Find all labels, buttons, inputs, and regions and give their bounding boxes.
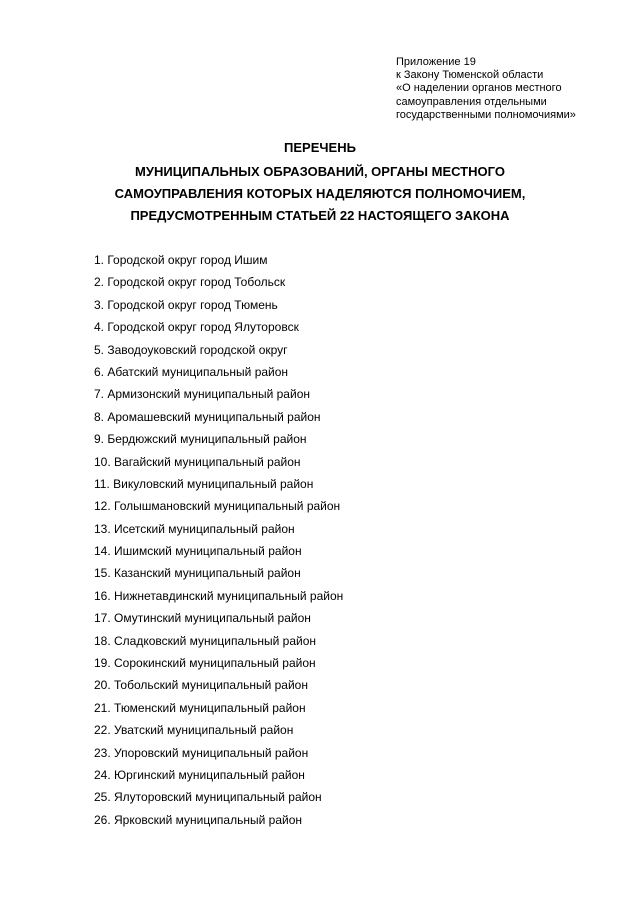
annex-line: самоуправления отдельными bbox=[396, 95, 547, 108]
list-item: 23. Упоровский муниципальный район bbox=[94, 745, 309, 760]
list-item: 2. Городской округ город Тобольск bbox=[94, 275, 286, 290]
document-title: ПЕРЕЧЕНЬ bbox=[284, 140, 356, 155]
list-item: 7. Армизонский муниципальный район bbox=[94, 387, 310, 402]
list-item: 17. Омутинский муниципальный район bbox=[94, 611, 311, 626]
heading-line: ПРЕДУСМОТРЕННЫМ СТАТЬЕЙ 22 НАСТОЯЩЕГО ЗАКОНА bbox=[130, 208, 510, 223]
annex-reference bbox=[396, 56, 636, 122]
list-item: 18. Сладковский муниципальный район bbox=[94, 633, 317, 648]
list-item: 8. Аромашевский муниципальный район bbox=[94, 409, 321, 424]
list-item: 22. Уватский муниципальный район bbox=[94, 723, 294, 738]
annex-line: «О наделении органов местного bbox=[396, 82, 562, 95]
annex-line: Приложение 19 bbox=[396, 56, 476, 68]
list-item: 12. Голышмановский муниципальный район bbox=[94, 499, 341, 514]
list-item: 26. Ярковский муниципальный район bbox=[94, 812, 303, 827]
list-item: 14. Ишимский муниципальный район bbox=[94, 544, 302, 559]
list-item: 10. Вагайский муниципальный район bbox=[94, 454, 301, 469]
heading-line: МУНИЦИПАЛЬНЫХ ОБРАЗОВАНИЙ, ОРГАНЫ МЕСТНОГО bbox=[135, 164, 505, 179]
list-item: 6. Абатский муниципальный район bbox=[94, 364, 289, 379]
list-item: 16. Нижнетавдинский муниципальный район bbox=[94, 588, 344, 603]
annex-line: государственными полномочиями» bbox=[396, 108, 576, 121]
list-item: 13. Исетский муниципальный район bbox=[94, 521, 295, 536]
annex-line: к Закону Тюменской области bbox=[396, 69, 544, 82]
list-item: 1. Городской округ город Ишим bbox=[94, 253, 268, 267]
municipality-list bbox=[94, 249, 614, 831]
list-item: 11. Викуловский муниципальный район bbox=[94, 476, 314, 491]
list-item: 19. Сорокинский муниципальный район bbox=[94, 656, 316, 671]
list-item: 25. Ялуторовский муниципальный район bbox=[94, 790, 322, 805]
list-item: 20. Тобольский муниципальный район bbox=[94, 678, 308, 693]
list-item: 4. Городской округ город Ялуторовск bbox=[94, 320, 299, 335]
list-item: 3. Городской округ город Тюмень bbox=[94, 297, 278, 312]
list-item: 5. Заводоуковский городской округ bbox=[94, 342, 288, 357]
list-item: 9. Бердюжский муниципальный район bbox=[94, 432, 307, 447]
list-item: 21. Тюменский муниципальный район bbox=[94, 700, 306, 715]
list-item: 24. Юргинский муниципальный район bbox=[94, 767, 305, 782]
list-item: 15. Казанский муниципальный район bbox=[94, 566, 301, 581]
heading-line: САМОУПРАВЛЕНИЯ КОТОРЫХ НАДЕЛЯЮТСЯ ПОЛНОМОЧИЕМ, bbox=[114, 186, 526, 201]
document-heading bbox=[0, 137, 640, 227]
